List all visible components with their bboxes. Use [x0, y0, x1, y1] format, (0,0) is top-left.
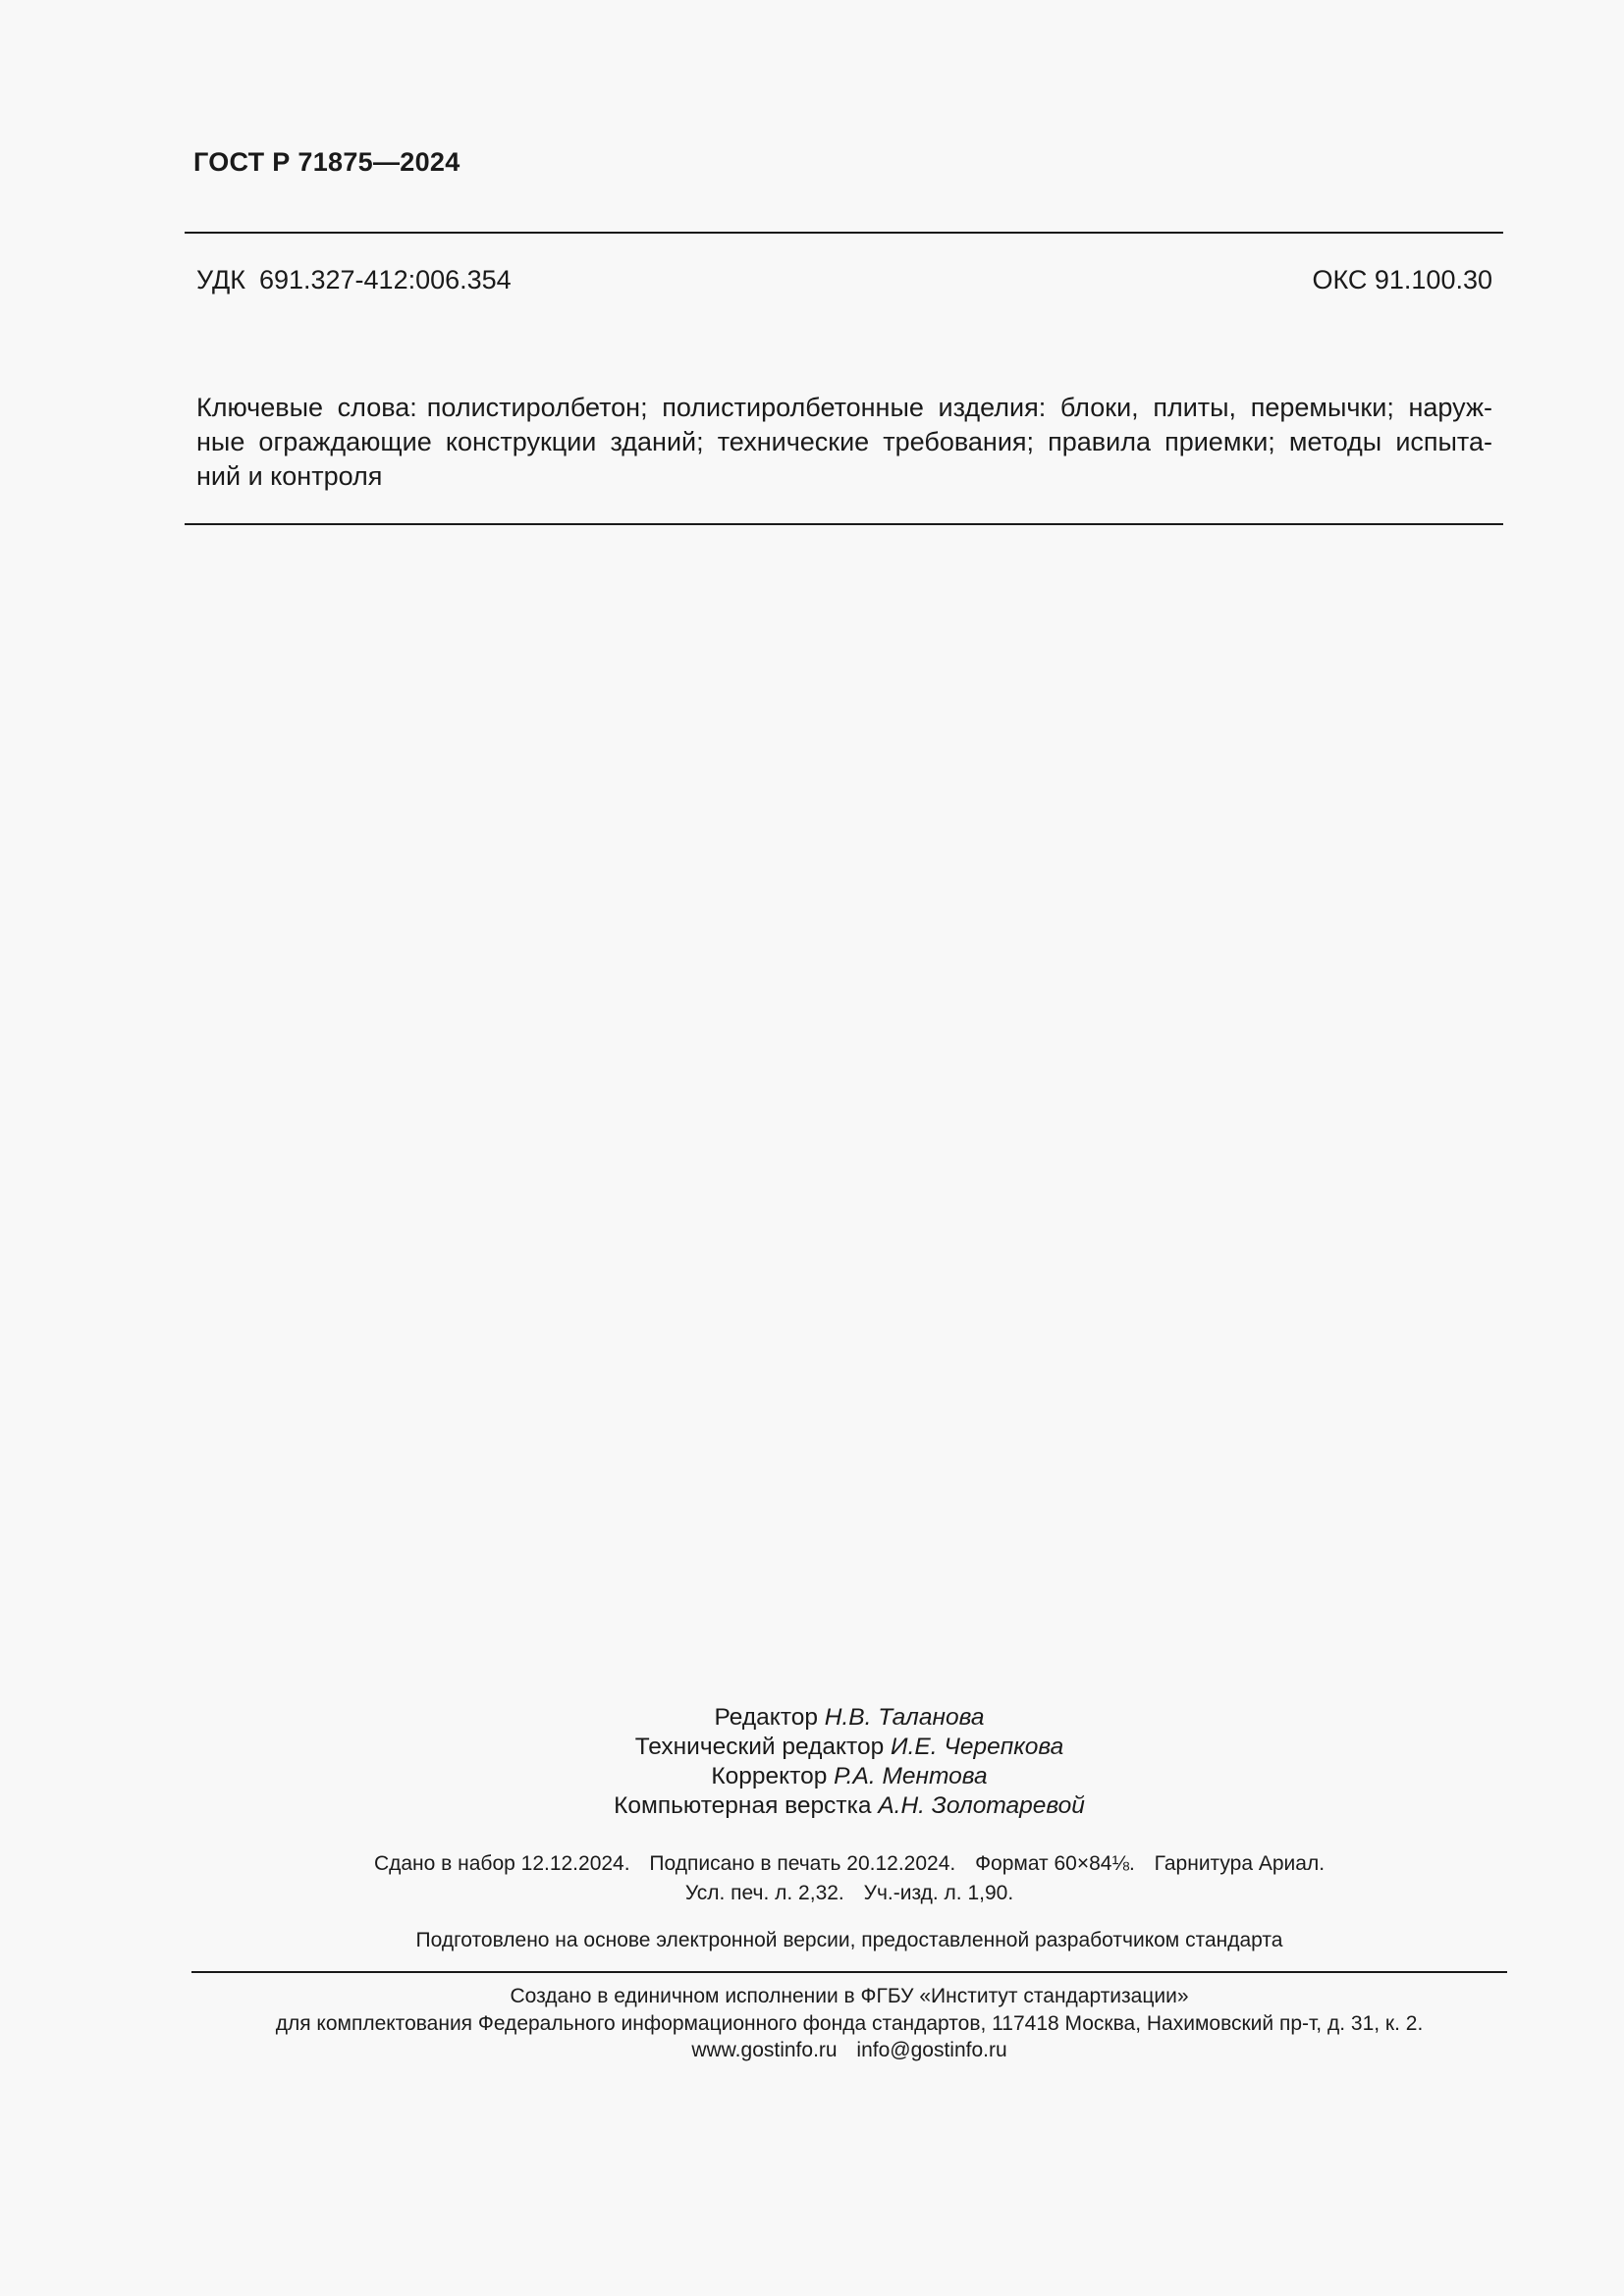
tech-editor-role: Технический редактор	[634, 1734, 885, 1760]
keywords-line-1	[196, 391, 1492, 425]
publisher-line-1: Создано в единичном исполнении в ФГБУ «Институт стандартизации»	[510, 1985, 1189, 2007]
keywords-line-3: ний и контроля	[196, 461, 383, 491]
prepared-note: Подготовлено на основе электронной версии, предоставленной разработчиком стандарта	[415, 1929, 1283, 1951]
corrector-role: Корректор	[711, 1763, 828, 1789]
print-sheets: Усл. печ. л. 2,32.	[684, 1882, 844, 1904]
credit-tech-editor	[0, 1733, 1624, 1762]
submitted-date: Сдано в набор 12.12.2024.	[373, 1852, 630, 1875]
document-code: ГОСТ Р 71875—2024	[193, 147, 460, 177]
website-link[interactable]: www.gostinfo.ru	[691, 2039, 838, 2061]
paper-format: Формат 60×84⅛.	[975, 1852, 1135, 1875]
publisher-block	[0, 1983, 1624, 2064]
udk-label: УДК	[196, 265, 245, 294]
keywords-text-1: полистиролбетон; полистиролбетонные изделия: блоки, плиты, перемычки; наруж-	[426, 393, 1492, 422]
layout-name: А.Н. Золотаревой	[878, 1792, 1085, 1819]
credits-block	[0, 1703, 1624, 1821]
layout-role: Компьютерная верстка	[614, 1792, 872, 1819]
keywords-label: Ключевые слова:	[196, 393, 417, 422]
keywords-block	[196, 391, 1492, 494]
signed-date: Подписано в печать 20.12.2024.	[649, 1852, 956, 1875]
divider-top	[185, 232, 1503, 234]
credit-corrector	[0, 1762, 1624, 1791]
editor-name: Н.В. Таланова	[824, 1704, 985, 1731]
udk	[196, 265, 512, 295]
typeface: Гарнитура Ариал.	[1154, 1852, 1326, 1875]
tech-editor-name: И.Е. Черепкова	[891, 1734, 1064, 1760]
publisher-sheets: Уч.-изд. л. 1,90.	[863, 1882, 1014, 1904]
classification-row	[196, 265, 1492, 295]
print-info-line-1	[0, 1849, 1624, 1879]
email-link[interactable]: info@gostinfo.ru	[856, 2039, 1007, 2061]
publisher-line-2: для комплектования Федерального информационного фонда стандартов, 117418 Москва, Нахимовский пр-т, д. 31, к. 2.	[275, 2011, 1424, 2035]
divider-bottom	[191, 1971, 1507, 1973]
oks-code: ОКС 91.100.30	[1312, 265, 1492, 294]
editor-role: Редактор	[714, 1704, 818, 1731]
print-info-line-2	[0, 1879, 1624, 1908]
print-info-block	[0, 1849, 1624, 1908]
credit-editor	[0, 1703, 1624, 1733]
credit-layout	[0, 1791, 1624, 1821]
divider-keywords	[185, 523, 1503, 525]
publisher-contacts	[0, 2037, 1624, 2064]
udk-value: 691.327-412:006.354	[258, 265, 512, 294]
corrector-name: Р.А. Ментова	[834, 1763, 988, 1789]
keywords-line-2: ные ограждающие конструкции зданий; технические требования; правила приемки; методы испыта-	[196, 427, 1492, 456]
